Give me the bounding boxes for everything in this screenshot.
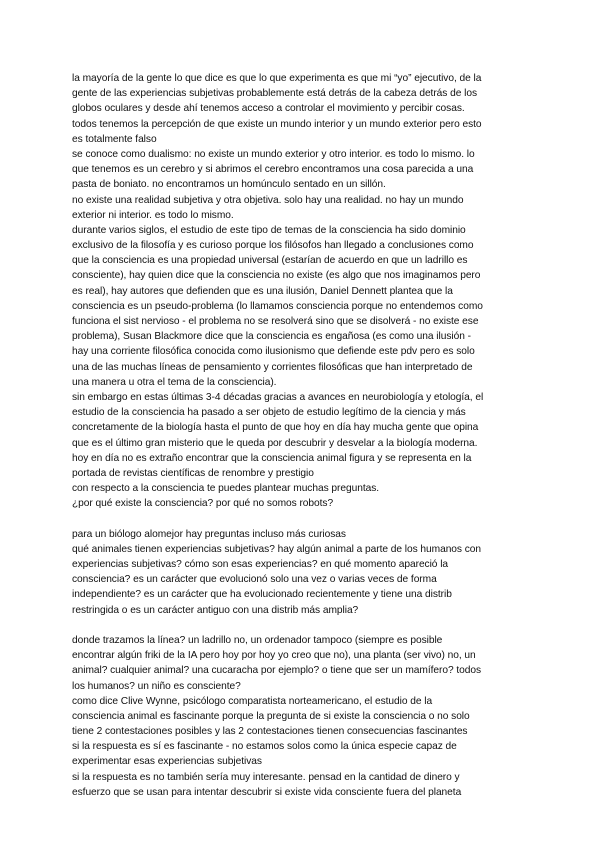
text-line: donde trazamos la línea? un ladrillo no, un ordenador tampoco (siempre es posible (72, 634, 443, 646)
text-line: experiencias subjetivas? cómo son esas experiencias? en qué momento apareció la (72, 559, 449, 570)
text-line: con respecto a la consciencia te puedes plantear muchas preguntas. (72, 483, 380, 495)
text-line: problema), Susan Blackmore dice que la consciencia es engañosa (es como una ilusión - (72, 331, 471, 343)
text-line: tiene 2 contestaciones posibles y las 2 contestaciones tienen consecuencias fascinantes (72, 726, 468, 738)
paragraph (72, 390, 532, 451)
text-line: esfuerzo que se usan para intentar descubrir si existe vida consciente fuera del planeta (72, 786, 462, 798)
text-line: consciencia? es un carácter que evolucionó solo una vez o varias veces de forma (72, 574, 437, 586)
text-line: exclusivo de la filosofía y es curioso porque los filósofos han llegado a conclusiones como (72, 240, 474, 252)
text-line: gente de las experiencias subjetivas probablemente está detrás de la cabeza detrás de los (72, 88, 478, 100)
text-line: durante varios siglos, el estudio de este tipo de temas de la consciencia ha sido dominio (72, 224, 466, 236)
text-line: todos tenemos la percepción de que existe un mundo interior y un mundo exterior pero esto (72, 118, 482, 130)
paragraph (72, 527, 532, 542)
text-line: es totalmente falso (72, 133, 157, 145)
paragraph (72, 451, 532, 481)
text-line: restringida o es un carácter antiguo con una distrib más amplia? (72, 604, 359, 616)
text-line: estudio de la consciencia ha pasado a ser objeto de estudio legítimo de la ciencia y más (72, 407, 466, 419)
document-body (72, 71, 532, 800)
paragraph (72, 739, 532, 769)
text-line: sin embargo en estas últimas 3-4 décadas gracias a avances en neurobiología y etología, el (72, 391, 484, 403)
paragraph (72, 223, 532, 390)
text-line: si la respuesta es sí es fascinante - no estamos solos como la única especie capaz de (72, 741, 457, 753)
text-line: como dice Clive Wynne, psicólogo comparatista norteamericano, el estudio de la (72, 695, 433, 707)
text-line: hay una corriente filosófica conocida como ilusionismo que defiende este pdv pero es solo (72, 346, 475, 358)
text-line: consciencia animal es fascinante porque la pregunta de si existe la consciencia o no solo (72, 710, 470, 722)
text-line: pasta de boniato. no encontramos un homúnculo sentado en un sillón. (72, 179, 386, 191)
paragraph (72, 71, 532, 117)
text-line: no existe una realidad subjetiva y otra objetiva. solo hay una realidad. no hay un mundo (72, 194, 464, 206)
text-line: es real), hay autores que defienden que es una ilusión, Daniel Dennett plantea que la (72, 285, 453, 297)
text-line: consciente), hay quien dice que la consciencia no existe (es algo que nos imaginamos pero (72, 270, 481, 282)
text-line: una de las muchas líneas de pensamiento y corrientes filosóficas que han interpretado de (72, 361, 473, 373)
text-line: hoy en día no es extraño encontrar que la consciencia animal figura y se representa en la (72, 452, 472, 464)
text-line: experimentar esas experiencias subjetivas (72, 756, 262, 768)
text-line: los humanos? un niño es consciente? (72, 680, 241, 692)
paragraph (72, 511, 532, 526)
text-line: que es el último gran misterio que le queda por descubrir y desvelar a la biología moderna. (72, 437, 478, 449)
paragraph (72, 633, 532, 694)
text-line: funciona el sist nervioso - el problema no se resolverá sino que se disolverá - no existe ese (72, 316, 479, 327)
paragraph (72, 117, 532, 147)
blank-line (72, 511, 532, 526)
text-line: concretamente de la biología hasta el punto de que hoy en día hay mucha gente que opina (72, 422, 479, 434)
text-line: una manera u otra el tema de la consciencia). (72, 376, 277, 388)
paragraph (72, 770, 532, 800)
text-line: si la respuesta es no también sería muy interesante. pensad en la cantidad de dinero y (72, 771, 460, 783)
text-line: que la consciencia es una propiedad universal (estarían de acuerdo en que un ladrillo es (72, 255, 468, 267)
text-line: exterior ni interior. es todo lo mismo. (72, 209, 234, 221)
text-line: ¿por qué existe la consciencia? por qué no somos robots? (72, 498, 334, 510)
text-line: consciencia es un pseudo-problema (lo llamamos consciencia porque no entendemos como (72, 300, 483, 312)
paragraph (72, 694, 532, 740)
text-line: la mayoría de la gente lo que dice es que lo que experimenta es que mi “yo” ejecutivo, de la (72, 73, 482, 84)
text-line: encontrar algún friki de la IA pero hoy por hoy yo creo que no), una planta (ser vivo) no, un (72, 650, 476, 662)
paragraph (72, 618, 532, 633)
text-line: para un biólogo alomejor hay preguntas incluso más curiosas (72, 528, 346, 540)
paragraph (72, 481, 532, 496)
text-line: que tenemos es un cerebro y si abrimos el cerebro encontramos una cosa parecida a una (72, 164, 474, 176)
paragraph (72, 193, 532, 223)
paragraph (72, 542, 532, 618)
text-line: animal? cualquier animal? una cucaracha por ejemplo? o tiene que ser un mamífero? todos (72, 665, 482, 677)
text-line: qué animales tienen experiencias subjetivas? hay algún animal a parte de los humanos con (72, 543, 482, 555)
text-line: portada de revistas científicas de renombre y prestigio (72, 467, 314, 479)
text-line: independiente? es un carácter que ha evolucionado recientemente y tiene una distrib (72, 589, 452, 601)
text-line: globos oculares y desde ahí tenemos acceso a controlar el movimiento y percibir cosas. (72, 103, 465, 115)
blank-line (72, 618, 532, 633)
paragraph (72, 147, 532, 193)
paragraph (72, 496, 532, 511)
text-line: se conoce como dualismo: no existe un mundo exterior y otro interior. es todo lo mismo. lo (72, 148, 475, 160)
